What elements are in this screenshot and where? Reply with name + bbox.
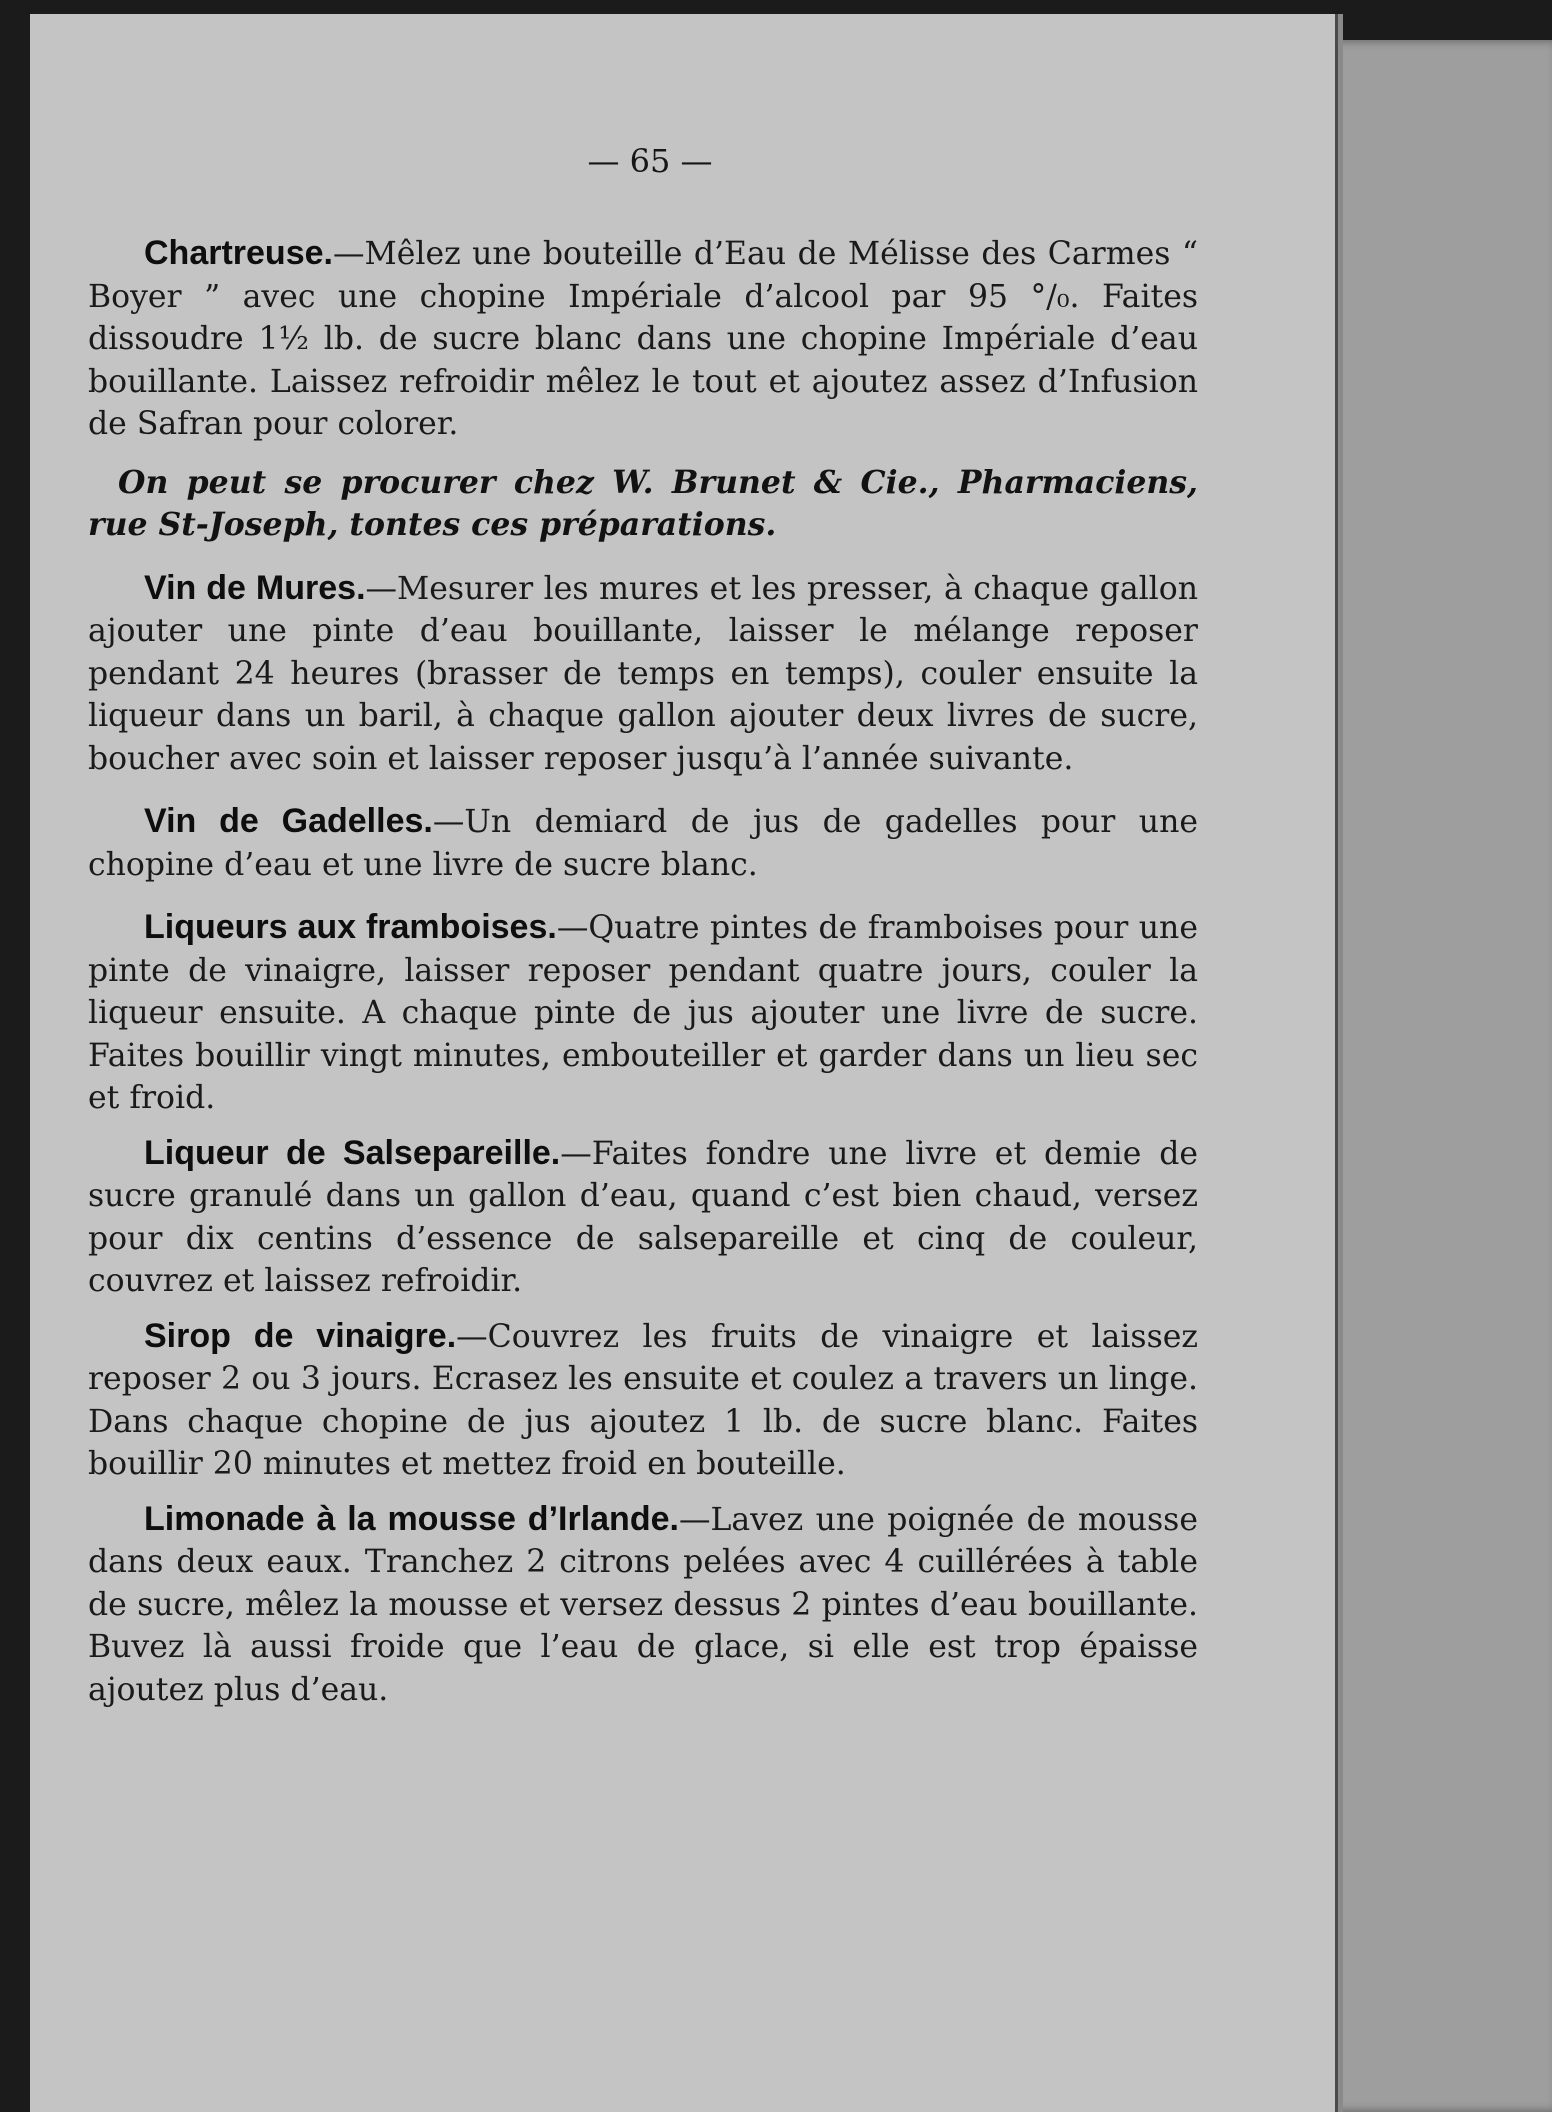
recipe-sirop-de-vinaigre [88, 1315, 1198, 1486]
recipe-title: Sirop de vinaigre. [144, 1316, 457, 1355]
recipe-title: Vin de Gadelles. [144, 802, 433, 840]
pharmacy-notice: On peut se procurer chez W. Brunet & Cie., Pharmaciens, rue St-Joseph, tontes ces préparations. [88, 463, 1198, 543]
recipe-title: Limonade à la mousse d’Irlande. [144, 1499, 679, 1538]
book-page [30, 14, 1335, 2112]
recipe-vin-de-mures [88, 567, 1198, 781]
recipe-liqueur-de-salsepareille [88, 1132, 1198, 1303]
recipe-chartreuse [88, 232, 1198, 446]
page-number: — 65 — [587, 142, 713, 180]
recipe-liqueurs-aux-framboises [88, 906, 1198, 1120]
recipe-title: Liqueurs aux framboises. [144, 908, 557, 946]
recipe-title: Liqueur de Salsepareille. [144, 1133, 561, 1172]
recipe-body: —Faites fondre une livre et demie de sucre granulé dans un gallon d’eau, quand c’est bien chaud, versez pour dix centins d’essence de salsepareille et cinq de couleur, couvrez et laissez refroidir. [88, 1135, 1198, 1299]
recipe-body: —Un demiard de jus de gadelles pour une chopine d’eau et une livre de sucre blanc. [88, 804, 1198, 883]
page-content [88, 232, 1198, 1711]
next-page-edge [1300, 40, 1552, 2112]
recipe-limonade-mousse-irlande [88, 1498, 1198, 1712]
recipe-title: Chartreuse. [144, 234, 333, 272]
recipe-body: —Lavez une poignée de mousse dans deux eaux. Tranchez 2 citrons pelées avec 4 cuillérées à table de sucre, mêlez la mousse et versez dessus 2 pintes d’eau bouillante. Buvez là aussi froide que l’eau de glace, si elle est trop épaisse ajoutez plus d’eau. [88, 1501, 1198, 1708]
recipe-vin-de-gadelles [88, 800, 1198, 886]
recipe-body: —Mesurer les mures et les presser, à chaque gallon ajouter une pinte d’eau bouillante, laisser le mélange reposer pendant 24 heures (brasser de temps en temps), couler ensuite la liqueur dans un baril, à chaque gallon ajouter deux livres de sucre, boucher avec soin et laisser reposer jusqu’à l’année suivante. [88, 570, 1198, 777]
recipe-body: —Quatre pintes de framboises pour une pinte de vinaigre, laisser reposer pendant quatre jours, couler la liqueur ensuite. A chaque pinte de jus ajouter une livre de sucre. Faites bouillir vingt minutes, embouteiller et garder dans un lieu sec et froid. [88, 910, 1198, 1116]
recipe-body: —Mêlez une bouteille d’Eau de Mélisse des Carmes “ Boyer ” avec une chopine Impériale d’alcool par 95 °/₀. Faites dissoudre 1½ lb. de sucre blanc dans une chopine Impériale d’eau bouillante. Laissez refroidir mêlez le tout et ajoutez assez d’Infusion de Safran pour colorer. [88, 236, 1198, 442]
recipe-body: —Couvrez les fruits de vinaigre et laissez reposer 2 ou 3 jours. Ecrasez les ensuite et coulez a travers un linge. Dans chaque chopine de jus ajoutez 1 lb. de sucre blanc. Faites bouillir 20 minutes et mettez froid en bouteille. [88, 1318, 1198, 1482]
recipe-title: Vin de Mures. [144, 568, 366, 607]
